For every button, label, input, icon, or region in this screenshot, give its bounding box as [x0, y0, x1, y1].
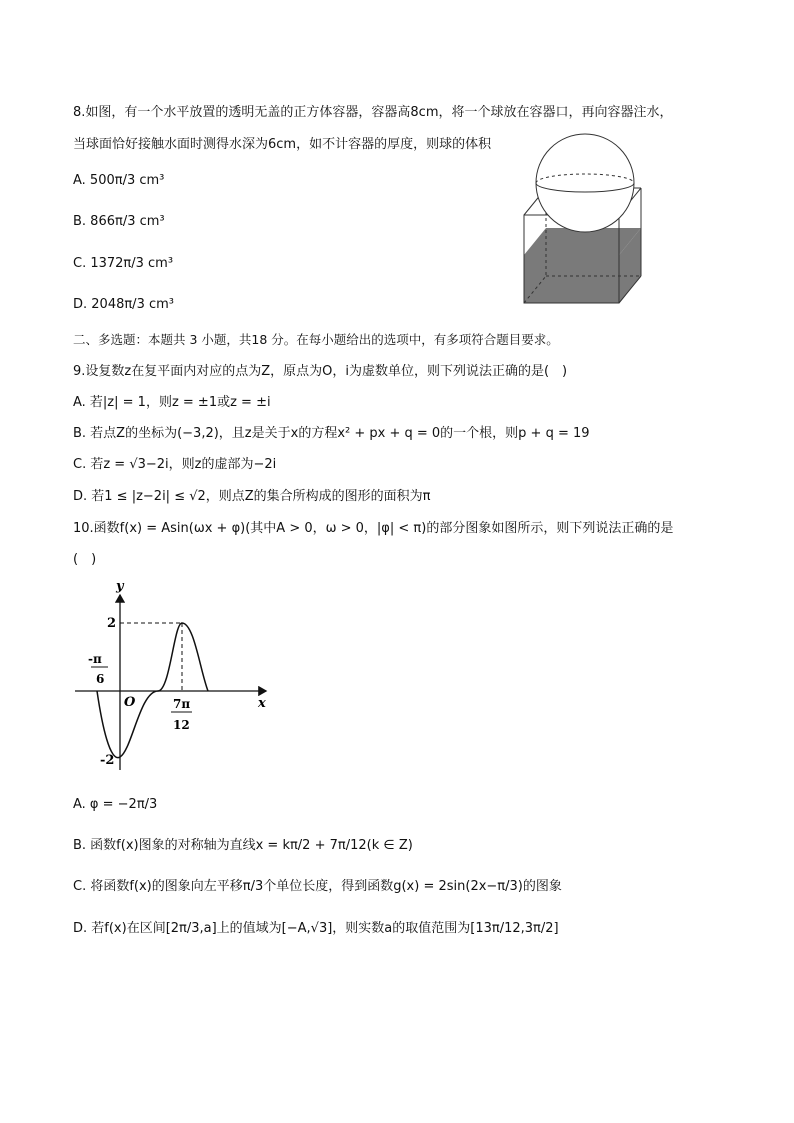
- sine-graph-figure: [70, 575, 280, 775]
- q8-stem-line1: 8.如图，有一个水平放置的透明无盖的正方体容器，容器高8cm，将一个球放在容器口，再向容器注水，: [73, 105, 673, 120]
- q8-option-c: C. 1372π/3 cm³: [73, 256, 174, 271]
- q10-option-b: B. 函数f(x)图象的对称轴为直线x = kπ/2 + 7π/12(k ∈ Z): [73, 838, 413, 853]
- q10-option-a: A. φ = −2π/3: [73, 797, 158, 812]
- cube-sphere-figure: [520, 130, 650, 308]
- seven-pi-12-numerator: 7π: [173, 697, 191, 711]
- q8-option-b: B. 866π/3 cm³: [73, 214, 165, 229]
- q8-stem-line2: 当球面恰好接触水面时测得水深为6cm，如不计容器的厚度，则球的体积: [73, 137, 492, 152]
- section-heading: 二、多选题：本题共 3 小题，共18 分。在每小题给出的选项中，有多项符合题目要求。: [73, 332, 559, 347]
- seven-pi-12-denominator: 12: [173, 718, 190, 732]
- q9-option-d: D. 若1 ≤ |z−2i| ≤ √2，则点Z的集合所构成的图形的面积为π: [73, 489, 431, 504]
- q10-option-d: D. 若f(x)在区间[2π/3,a]上的值域为[−A,√3]，则实数a的取值范围为[13π/12,3π/2]: [73, 921, 559, 936]
- q10-option-c: C. 将函数f(x)的图象向左平移π/3个单位长度，得到函数g(x) = 2sin(2x−π/3)的图象: [73, 879, 562, 894]
- water-front-face: [524, 255, 619, 303]
- q10-stem-line2: ( ): [73, 552, 97, 567]
- sphere: [536, 134, 634, 232]
- sine-curve: [97, 623, 208, 758]
- q9-option-c: C. 若z = √3−2i，则z的虚部为−2i: [73, 457, 277, 472]
- origin-label: O: [124, 695, 136, 710]
- q9-option-b: B. 若点Z的坐标为(−3,2)，且z是关于x的方程x² + px + q = 0的一个根，则p + q = 19: [73, 426, 590, 441]
- x-axis-label: x: [258, 696, 266, 711]
- q9-stem: 9.设复数z在复平面内对应的点为Z，原点为O，i为虚数单位，则下列说法正确的是( ): [73, 364, 568, 379]
- max-label: 2: [107, 616, 117, 631]
- y-axis-label: y: [116, 579, 124, 594]
- q10-stem-line1: 10.函数f(x) = Asin(ωx + φ)(其中A > 0，ω > 0，|φ| < π)的部分图象如图所示，则下列说法正确的是: [73, 521, 674, 536]
- neg-pi-6-denominator: 6: [96, 672, 105, 686]
- q8-option-a: A. 500π/3 cm³: [73, 173, 165, 188]
- min-label: -2: [100, 753, 115, 768]
- q9-option-a: A. 若|z| = 1，则z = ±1或z = ±i: [73, 395, 271, 410]
- neg-pi-6-numerator: -π: [88, 652, 102, 666]
- q8-option-d: D. 2048π/3 cm³: [73, 297, 174, 312]
